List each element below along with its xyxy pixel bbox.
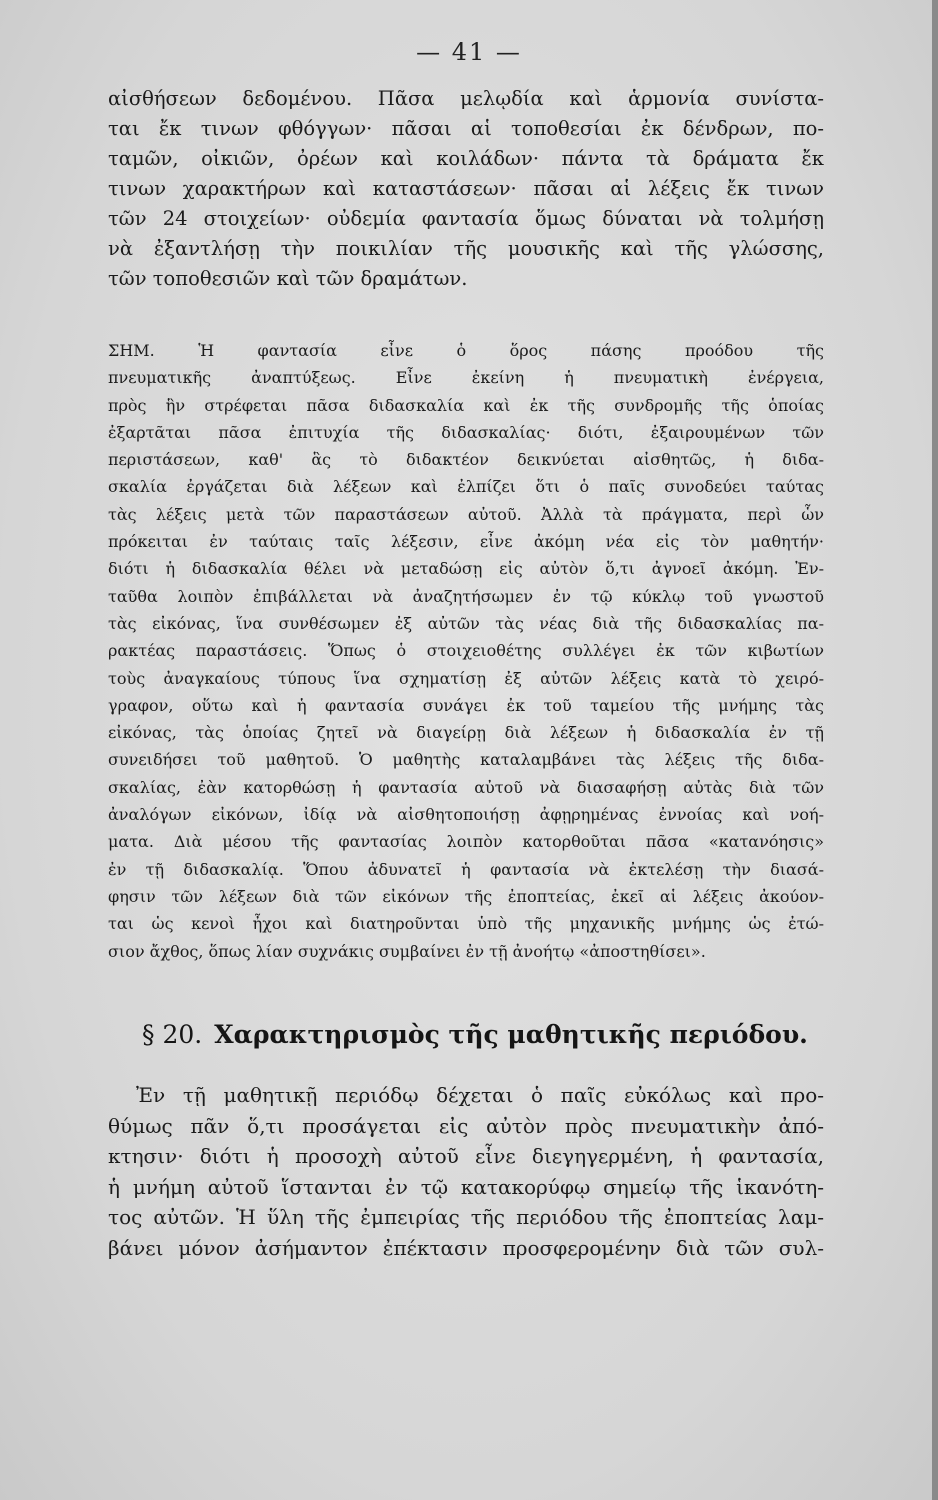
section-number: § 20. (142, 1020, 203, 1049)
text-line: θύμως πᾶν ὅ,τι προσάγεται εἰς αὐτὸν πρὸς πνευματικὴν ἀπό- (108, 1113, 824, 1138)
note-line: γραφον, οὕτω καὶ ἡ φαντασία συνάγει ἐκ τοῦ ταμείου τῆς μνήμης τὰς (108, 695, 824, 715)
text-line: αἰσθήσεων δεδομένου. Πᾶσα μελῳδία καὶ ἁρμονία συνίστα- (108, 87, 824, 110)
section-heading (142, 1015, 832, 1055)
page-number: — 41 — (416, 38, 522, 66)
note-line: ταῦθα λοιπὸν ἐπιβάλλεται νὰ ἀναζητήσωμεν ἐν τῷ κύκλῳ τοῦ γνωστοῦ (108, 586, 824, 606)
note-line: ματα. Διὰ μέσου τῆς φαντασίας λοιπὸν κατορθοῦται πᾶσα «κατανόησις» (108, 832, 824, 852)
note-line: ται ὡς κενοὶ ἦχοι καὶ διατηροῦνται ὑπὸ τῆς μηχανικῆς μνήμης ὡς ἐτώ- (108, 914, 824, 934)
note-line: σκαλίας, ἐὰν κατορθώσῃ ἡ φαντασία αὐτοῦ νὰ διασαφήσῃ αὐτὰς διὰ τῶν (108, 777, 824, 797)
text-line: ταμῶν, οἰκιῶν, ὀρέων καὶ κοιλάδων· πάντα τὰ δράματα ἔκ (108, 147, 824, 170)
text-line: Ἐν τῇ μαθητικῇ περιόδῳ δέχεται ὁ παῖς εὐκόλως καὶ προ- (136, 1083, 824, 1107)
text-line: κτησιν· διότι ἡ προσοχὴ αὐτοῦ εἶνε διεγηγερμένη, ἡ φαντασία, (108, 1144, 824, 1168)
note-line: πρόκειται ἐν ταύταις ταῖς λέξεσιν, εἶνε ἀκόμη νέα εἰς τὸν μαθητήν· (108, 532, 824, 552)
note-line: πνευματικῆς ἀναπτύξεως. Εἶνε ἐκείνη ἡ πνευματικὴ ἐνέργεια, (108, 368, 824, 388)
note-line: ρακτέας παραστάσεις. Ὅπως ὁ στοιχειοθέτης συλλέγει ἐκ τῶν κιβωτίων (108, 641, 824, 661)
text-line: ται ἔκ τινων φθόγγων· πᾶσαι αἱ τοποθεσίαι ἐκ δένδρων, πο- (108, 117, 824, 140)
note-line: συνειδήσει τοῦ μαθητοῦ. Ὁ μαθητὴς καταλαμβάνει τὰς λέξεις τῆς διδα- (108, 750, 824, 770)
text-line: τινων χαρακτήρων καὶ καταστάσεων· πᾶσαι αἱ λέξεις ἔκ τινων (108, 177, 824, 200)
paragraph-2 (108, 1080, 824, 1263)
text-line: τῶν 24 στοιχείων· οὐδεμία φαντασία ὅμως δύναται νὰ τολμήσῃ (108, 207, 824, 230)
note-line: εἰκόνας, τὰς ὁποίας ζητεῖ νὰ διαγείρῃ διὰ λέξεων ἡ διδασκαλία ἐν τῇ (108, 723, 824, 743)
note-line: σιον ἄχθος, ὅπως λίαν συχνάκις συμβαίνει ἐν τῇ ἀνοήτῳ «ἀποστηθίσει». (108, 941, 706, 961)
note-line: τὰς λέξεις μετὰ τῶν παραστάσεων αὐτοῦ. Ἀλλὰ τὰ πράγματα, περὶ ὧν (108, 504, 824, 524)
note-line: ἀναλόγων εἰκόνων, ἰδίᾳ νὰ αἰσθητοποιήσῃ ἀφῃρημένας ἐννοίας καὶ νοή- (108, 805, 824, 825)
note-line: περιστάσεων, καθ' ἃς τὸ διδακτέον δεικνύεται αἰσθητῶς, ἡ διδα- (108, 450, 824, 470)
note-line: σκαλία ἐργάζεται διὰ λέξεων καὶ ἐλπίζει ὅτι ὁ παῖς συνοδεύει ταύτας (108, 477, 824, 497)
note-line: ἐξαρτᾶται πᾶσα ἐπιτυχία τῆς διδασκαλίας· διότι, ἐξαιρουμένων τῶν (108, 422, 824, 442)
note-paragraph (108, 337, 824, 965)
note-line: τοὺς ἀναγκαίους τύπους ἵνα σχηματίσῃ ἐξ αὐτῶν λέξεις κατὰ τὸ χειρό- (108, 668, 824, 688)
note-line: ἐν τῇ διδασκαλίᾳ. Ὅπου ἀδυνατεῖ ἡ φαντασία νὰ ἐκτελέσῃ τὴν διασά- (108, 859, 824, 879)
section-title: Χαρακτηρισμὸς τῆς μαθητικῆς περιόδου. (214, 1020, 808, 1049)
note-line: τὰς εἰκόνας, ἵνα συνθέσωμεν ἐξ αὐτῶν τὰς νέας διὰ τῆς διδασκαλίας πα- (108, 613, 824, 633)
note-line: διότι ἡ διδασκαλία θέλει νὰ μεταδώσῃ εἰς αὐτὸν ὅ,τι ἀγνοεῖ ἀκόμη. Ἐν- (108, 559, 824, 579)
note-line: πρὸς ἣν στρέφεται πᾶσα διδασκαλία καὶ ἐκ τῆς συνδρομῆς τῆς ὁποίας (108, 395, 824, 415)
text-line: ἡ μνήμη αὐτοῦ ἵστανται ἐν τῷ κατακορύφῳ σημείῳ τῆς ἱκανότη- (108, 1174, 824, 1199)
note-line: φησιν τῶν λέξεων διὰ τῶν εἰκόνων τῆς ἐποπτείας, ἐκεῖ αἱ λέξεις ἀκούον- (108, 886, 824, 906)
text-line: τῶν τοποθεσιῶν καὶ τῶν δραμάτων. (108, 267, 468, 290)
paragraph-1 (108, 84, 824, 294)
note-line: ΣΗΜ. Ἡ φαντασία εἶνε ὁ ὅρος πάσης προόδου τῆς (108, 341, 824, 360)
text-line: βάνει μόνον ἀσήμαντον ἐπέκτασιν προσφερομένην διὰ τῶν συλ- (108, 1235, 824, 1260)
page-edge (932, 0, 938, 1500)
text-line: τος αὐτῶν. Ἡ ὕλη τῆς ἐμπειρίας τῆς περιόδου τῆς ἐποπτείας λαμ- (108, 1205, 824, 1229)
text-line: νὰ ἐξαντλήσῃ τὴν ποικιλίαν τῆς μουσικῆς καὶ τῆς γλώσσης, (108, 237, 824, 260)
